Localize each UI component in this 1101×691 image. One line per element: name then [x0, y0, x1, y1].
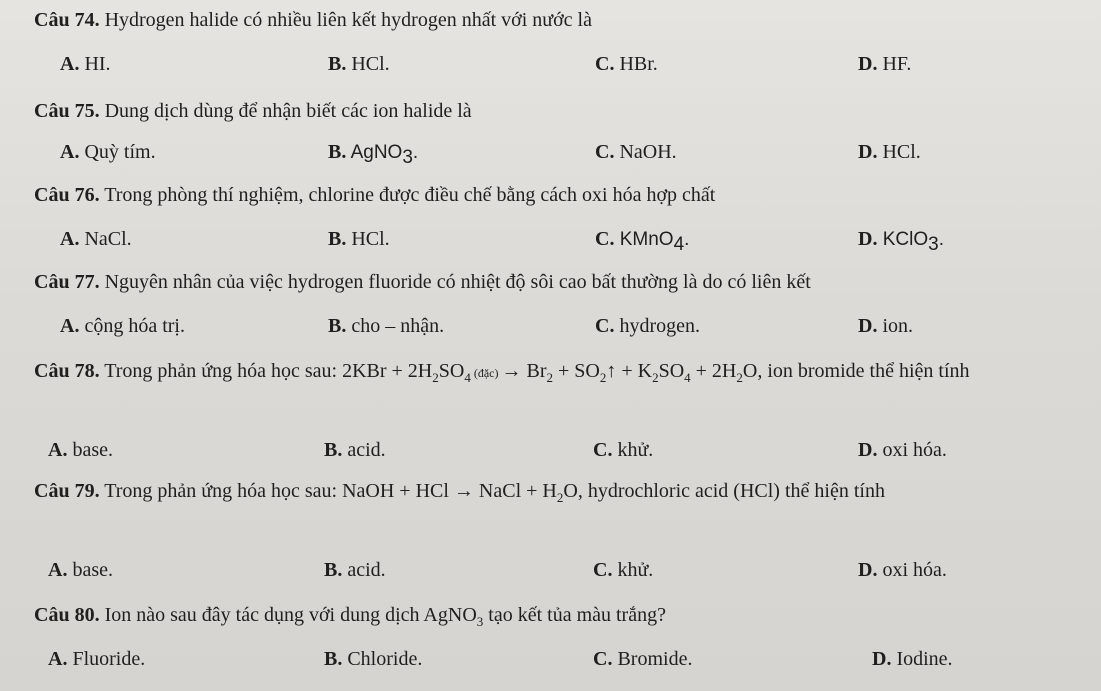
question-80: Câu 80. Ion nào sau đây tác dụng với dung dịch AgNO$_3$ tạo kết tủa màu trắng?	[34, 604, 666, 629]
option-d: D. ion.	[858, 315, 914, 337]
chemical-equation: NaOH + HCl → NaCl + $H_2O$	[342, 480, 578, 505]
question-75	[34, 99, 472, 123]
option-c: C. HBr.	[595, 53, 658, 75]
question-77	[34, 270, 811, 294]
question-number: Câu 77.	[34, 271, 100, 293]
option-d: D. oxi hóa.	[858, 559, 947, 581]
option-c: C. khử.	[593, 439, 654, 461]
option-a: A. NaCl.	[60, 228, 132, 250]
question-text: Trong phản ứng hóa học sau:	[99, 480, 343, 502]
option-a: A. base.	[48, 439, 113, 461]
option-c: C. KMnO$_4$.	[595, 228, 690, 255]
option-b: B. acid.	[324, 559, 386, 581]
option-c: C. NaOH.	[595, 141, 677, 163]
option-c: C. Bromide.	[593, 648, 693, 670]
question-number: Câu 75.	[34, 100, 100, 122]
option-a: A. Quỳ tím.	[60, 141, 156, 163]
question-text: Trong phản ứng hóa học sau:	[99, 360, 343, 382]
option-d: D. Iodine.	[872, 648, 953, 670]
options-79	[0, 557, 1101, 583]
options-75	[0, 139, 1101, 168]
option-b: B. HCl.	[328, 53, 390, 75]
option-a: A. Fluoride.	[48, 648, 146, 670]
option-d: D. KClO$_3$.	[858, 228, 944, 255]
options-74	[0, 51, 1101, 77]
option-b: B. AgNO$_3$.	[328, 141, 419, 168]
option-a: A. cộng hóa trị.	[60, 315, 185, 337]
option-d: D. oxi hóa.	[858, 439, 947, 461]
options-80	[0, 646, 1101, 672]
question-number: Câu 79.	[34, 480, 100, 502]
question-78	[34, 358, 1079, 387]
question-74	[34, 8, 592, 32]
options-77	[0, 313, 1101, 339]
question-text: Hydrogen halide có nhiều liên kết hydrogen nhất với nước là	[99, 9, 592, 31]
question-text: Ion nào sau đây tác dụng với dung dịch AgNO	[99, 604, 477, 626]
option-b: B. HCl.	[328, 228, 390, 250]
chemical-equation: $2KBr + 2H_2SO_4$ (đặc) → $Br_2$ + $SO_2↑ + K_2SO_4 + 2H_2O$	[342, 360, 758, 385]
question-76	[34, 183, 715, 207]
question-79	[34, 478, 1079, 505]
question-number: Câu 80.	[34, 604, 100, 626]
reaction-arrow: →	[501, 360, 522, 382]
question-number: Câu 76.	[34, 184, 100, 206]
option-a: A. HI.	[60, 53, 111, 75]
question-text: Dung dịch dùng để nhận biết các ion halide là	[99, 100, 472, 122]
question-text-end: , ion bromide thể hiện tính	[757, 360, 970, 382]
question-text: Trong phòng thí nghiệm, chlorine được điều chế bằng cách oxi hóa hợp chất	[99, 184, 716, 206]
reaction-arrow: →	[453, 480, 474, 502]
option-b: B. cho – nhận.	[328, 315, 445, 337]
option-d: D. HCl.	[858, 141, 921, 163]
options-78	[0, 437, 1101, 463]
option-b: B. acid.	[324, 439, 386, 461]
option-d: D. HF.	[858, 53, 912, 75]
question-number: Câu 74.	[34, 9, 100, 31]
question-text-end: , hydrochloric acid (HCl) thể hiện tính	[577, 480, 885, 502]
question-number: Câu 78.	[34, 360, 100, 382]
option-a: A. base.	[48, 559, 113, 581]
option-c: C. hydrogen.	[595, 315, 700, 337]
options-76	[0, 226, 1101, 255]
option-c: C. khử.	[593, 559, 654, 581]
question-text: Nguyên nhân của việc hydrogen fluoride có nhiệt độ sôi cao bất thường là do có liên kết	[99, 271, 811, 293]
option-b: B. Chloride.	[324, 648, 423, 670]
